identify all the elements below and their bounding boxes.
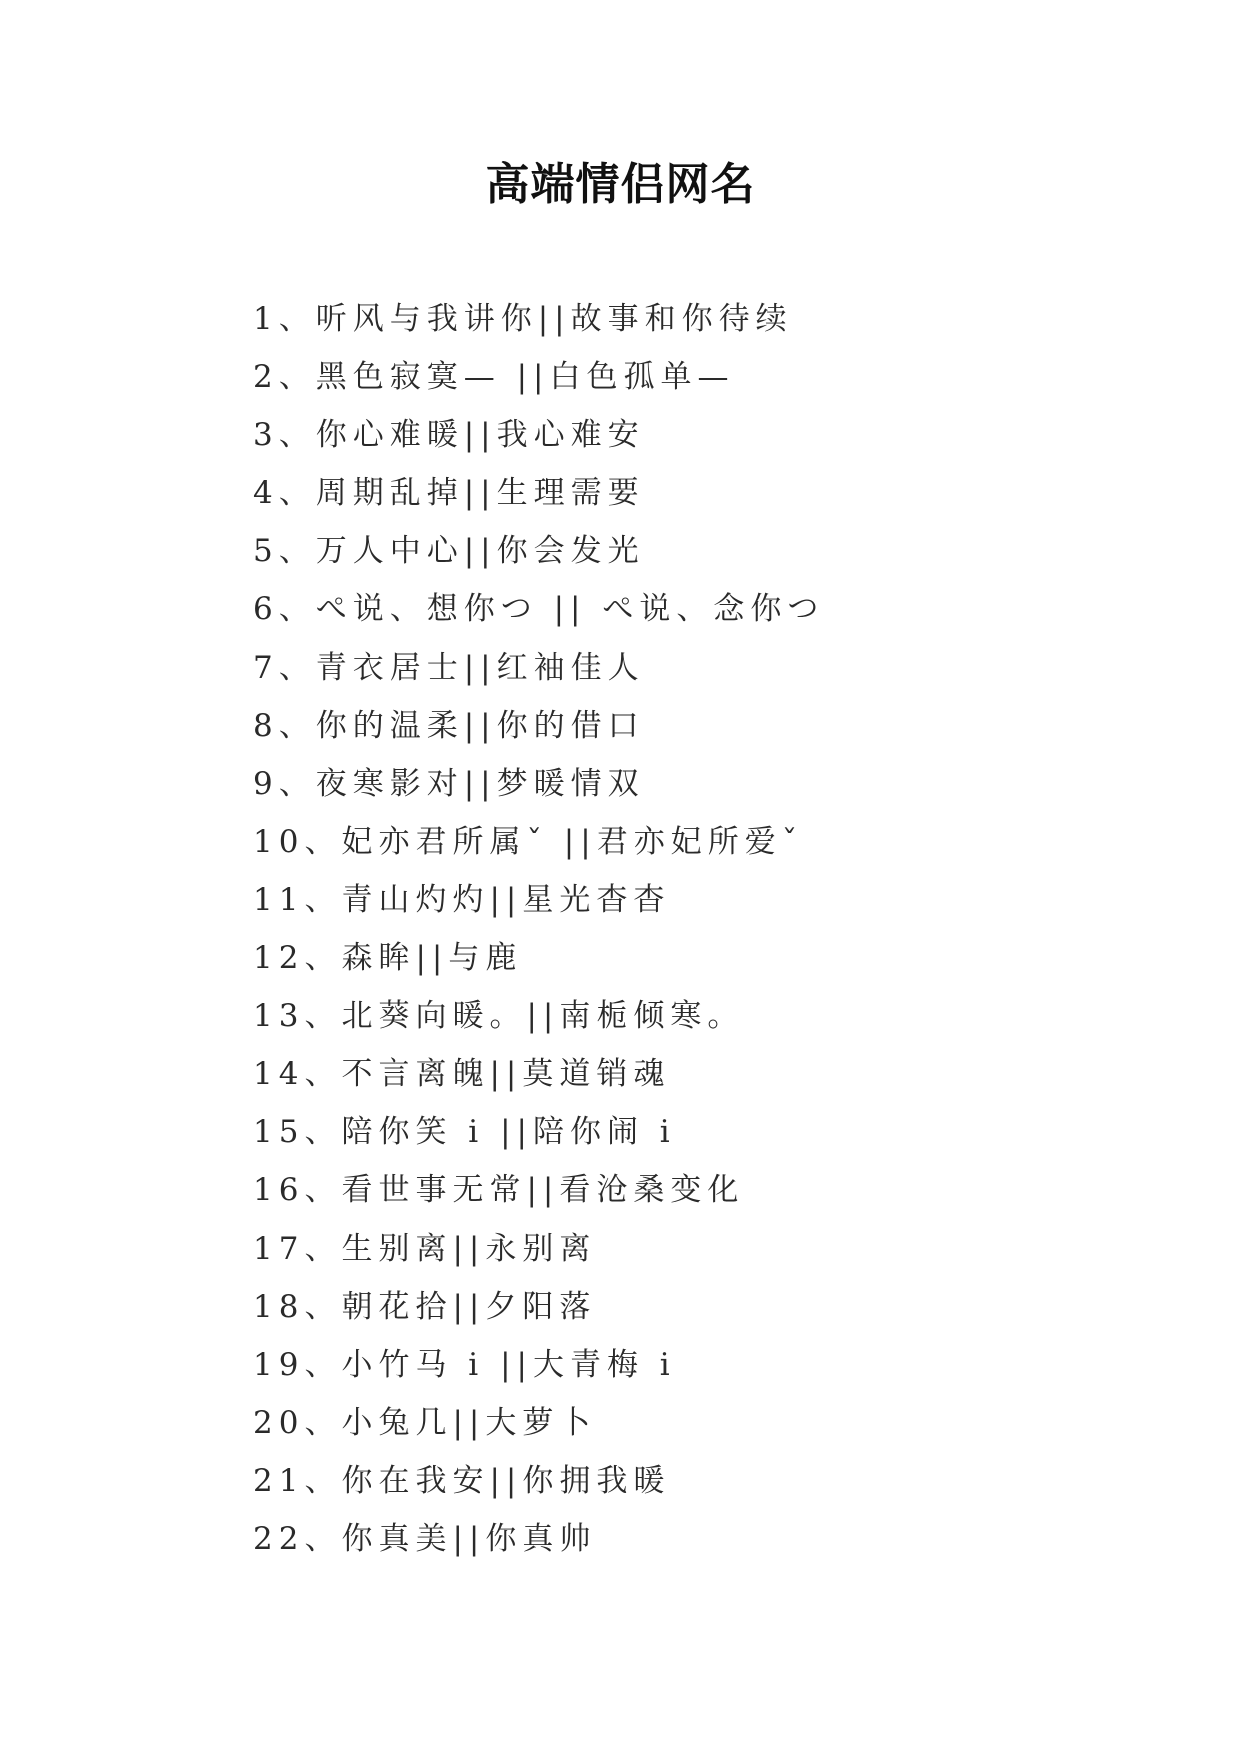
name-list — [253, 290, 824, 1568]
list-item: 9、夜寒影对||梦暖情双 — [253, 765, 645, 802]
list-item: 2、黑色寂寞— ||白色孤单— — [253, 359, 735, 396]
list-item: 4、周期乱掉||生理需要 — [253, 475, 645, 512]
list-item: 3、你心难暖||我心难安 — [253, 417, 645, 454]
list-item: 21、你在我安||你拥我暖 — [253, 1462, 671, 1499]
list-item: 5、万人中心||你会发光 — [253, 533, 645, 570]
list-item: 6、ぺ说、想你つ || ぺ说、念你つ — [253, 591, 825, 628]
list-item: 8、你的温柔||你的借口 — [253, 707, 645, 744]
list-item: 16、看世事无常||看沧桑变化 — [253, 1172, 745, 1209]
list-item: 14、不言离魄||莫道销魂 — [253, 1056, 671, 1093]
list-item: 22、你真美||你真帅 — [253, 1520, 597, 1557]
list-item: 10、妃亦君所属ˇ ||君亦妃所爱ˇ — [253, 823, 804, 860]
list-item: 1、听风与我讲你||故事和你待续 — [253, 301, 793, 337]
list-item: 20、小兔几||大萝卜 — [253, 1404, 597, 1441]
list-item: 13、北葵向暖。||南栀倾寒。 — [253, 998, 745, 1035]
list-item: 11、青山灼灼||星光杳杳 — [253, 881, 671, 918]
page-title: 高端情侣网名 — [485, 159, 756, 210]
list-item: 7、青衣居士||红袖佳人 — [253, 649, 645, 686]
list-item: 15、陪你笑 i ||陪你闹 i — [253, 1114, 676, 1151]
list-item: 12、森眸||与鹿 — [253, 940, 523, 977]
list-item: 18、朝花拾||夕阳落 — [253, 1288, 597, 1325]
list-item: 19、小竹马 i ||大青梅 i — [253, 1346, 676, 1383]
list-item: 17、生别离||永别离 — [253, 1230, 597, 1267]
